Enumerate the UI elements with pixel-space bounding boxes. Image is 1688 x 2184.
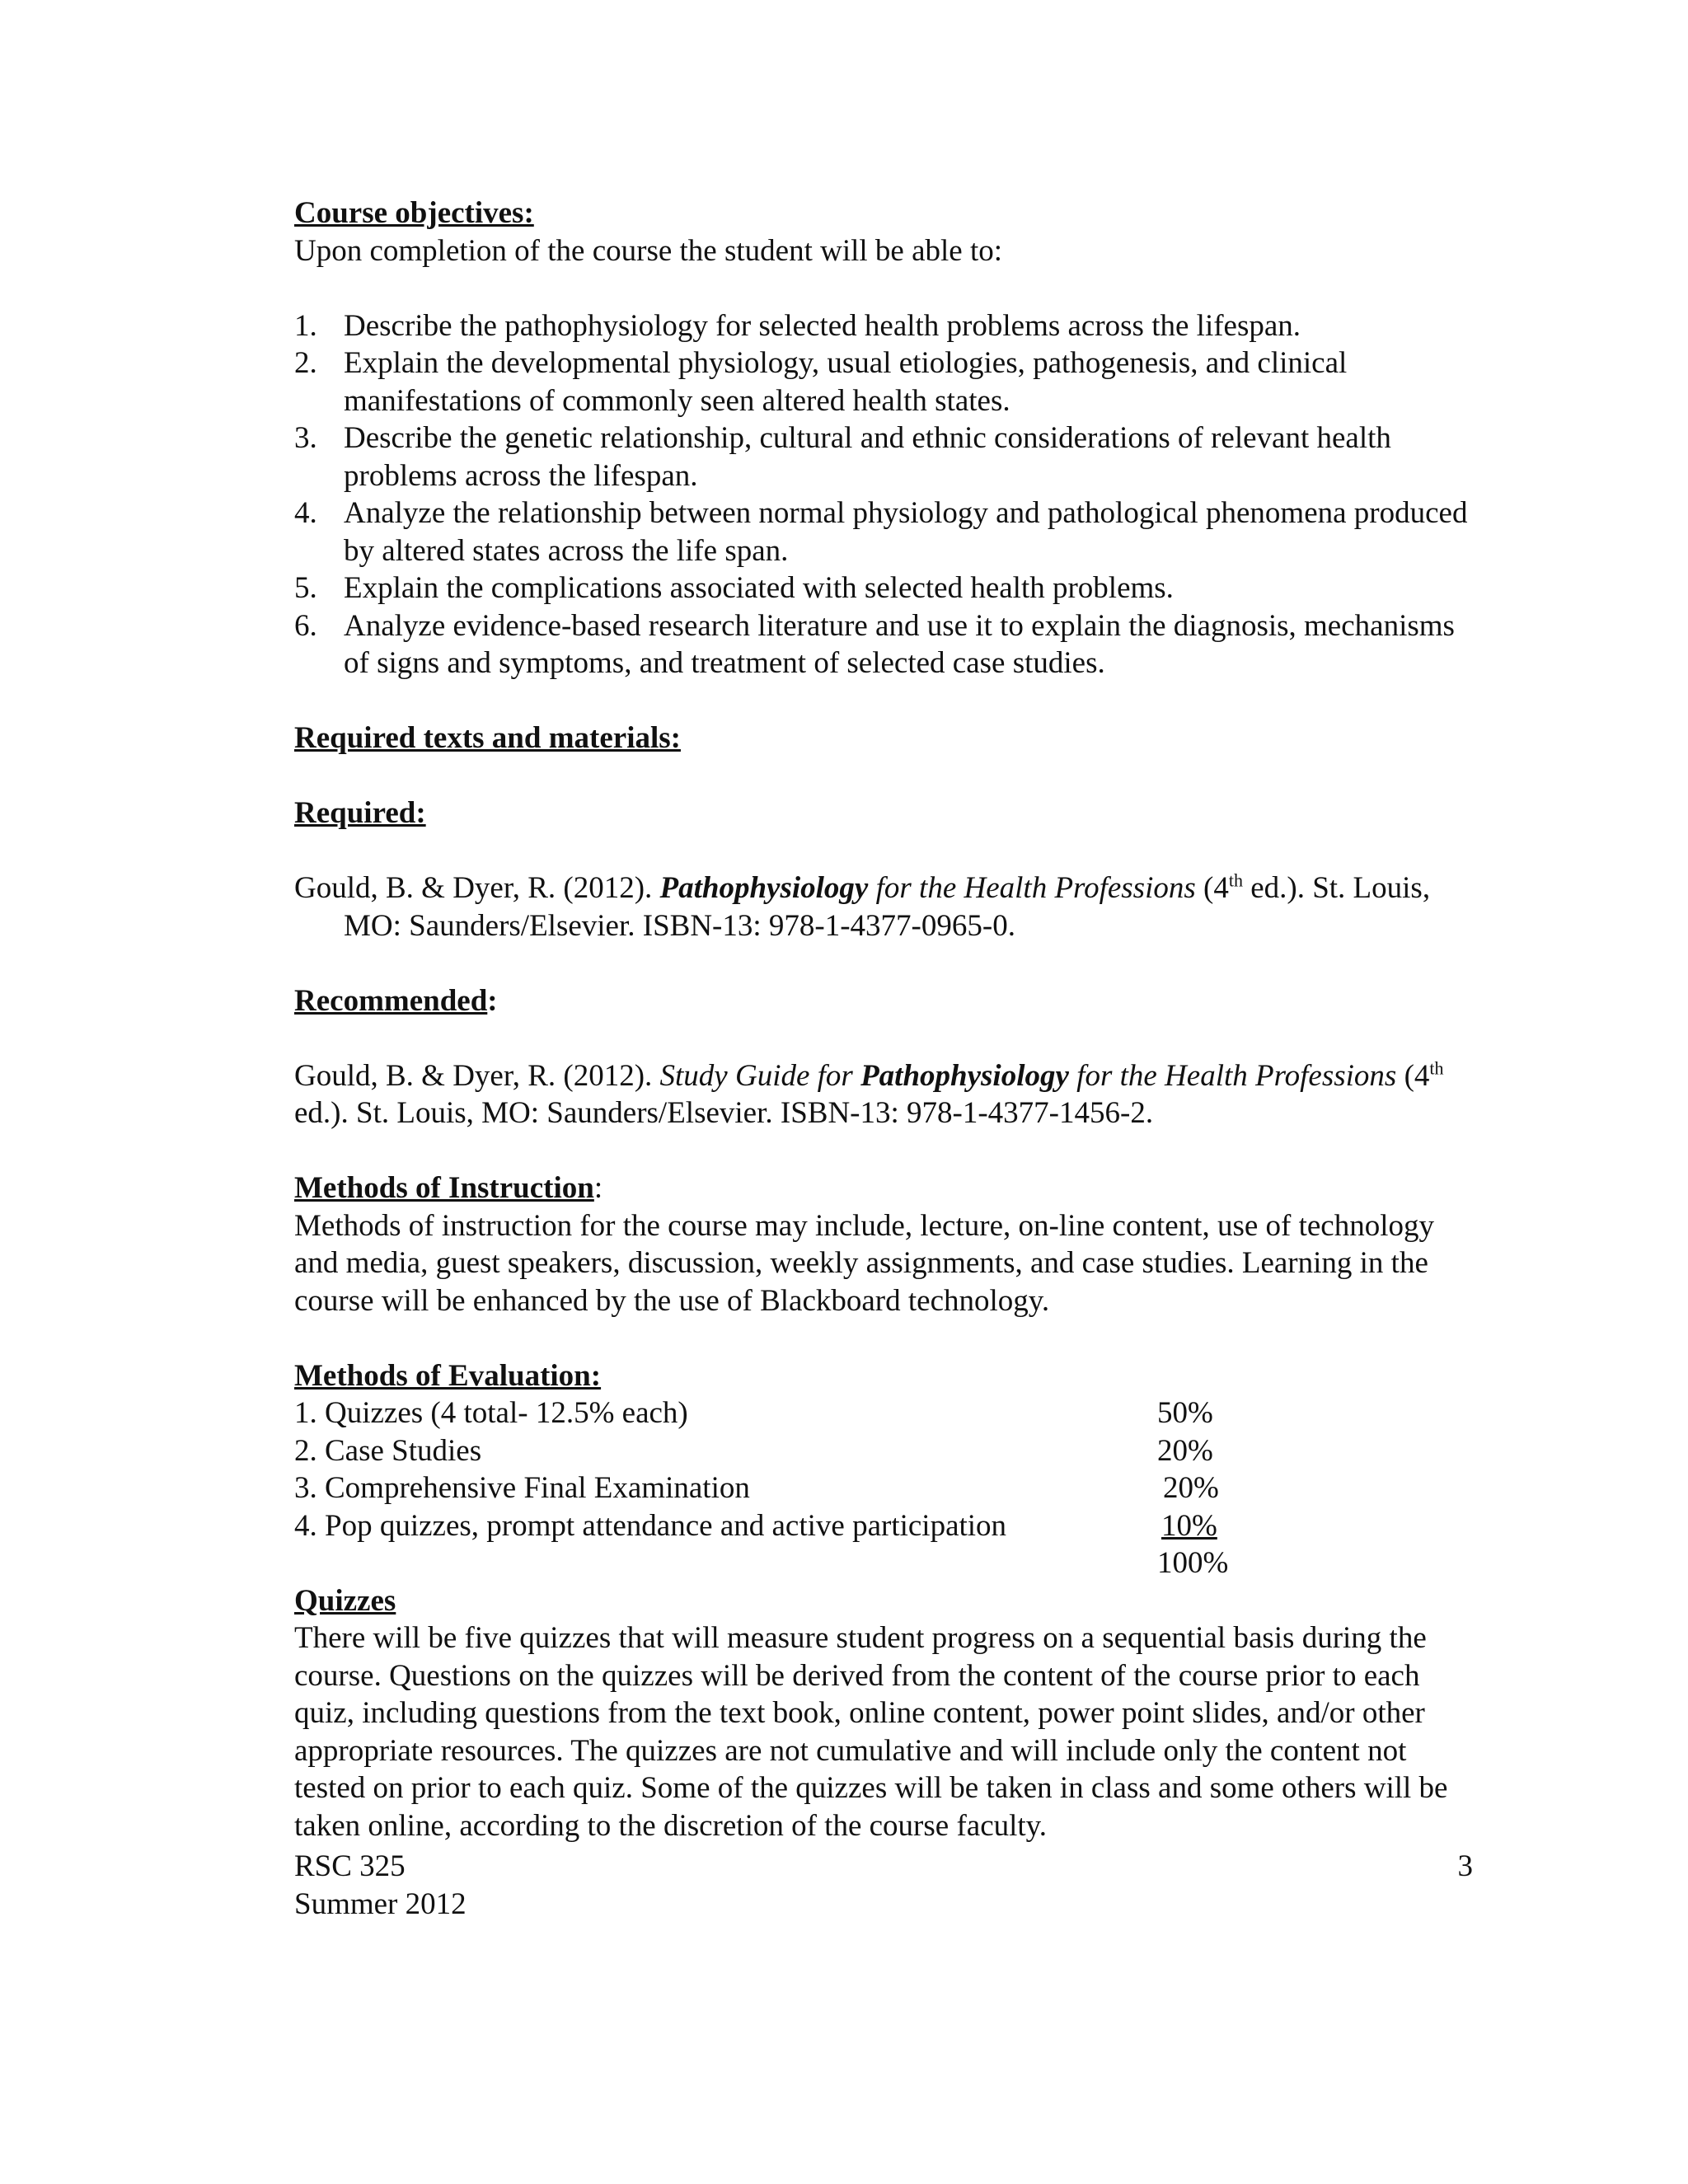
evaluation-heading: Methods of Evaluation: <box>294 1358 602 1393</box>
document-page <box>294 194 1473 1844</box>
list-item: 1. Describe the pathophysiology for selected health problems across the lifespan. <box>294 308 1301 343</box>
evaluation-table <box>294 1394 1473 1582</box>
required-heading: Required: <box>294 796 426 830</box>
evaluation-total: 100% <box>1157 1546 1229 1580</box>
quizzes-body: There will be five quizzes that will measure student progress on a sequential basis during the course. Questions on the quizzes will be derived from the content of the course prior to each quiz, including questions from the text book, online content, power point slides, and/or other appropriate resources. The quizzes are not cumulative and will include only the content not tested on prior to each quiz. Some of the quizzes will be taken in class and some others will be taken online, according to the discretion of the course faculty. <box>294 1621 1448 1843</box>
list-item: 2. Explain the developmental physiology, usual etiologies, pathogenesis, and clinical manifestations of commonly seen altered health states. <box>294 346 1348 418</box>
footer-course: RSC 325 <box>294 1849 406 1883</box>
table-row: 1. Quizzes (4 total- 12.5% each) 50% <box>294 1396 1213 1430</box>
objectives-list <box>294 307 1473 682</box>
footer-term: Summer 2012 <box>294 1886 467 1921</box>
list-item: 3. Describe the genetic relationship, cultural and ethnic considerations of relevant health problems across the lifespan. <box>294 421 1391 493</box>
list-item: 6. Analyze evidence-based research literature and use it to explain the diagnosis, mechanisms of signs and symptoms, and treatment of selected case studies. <box>294 608 1455 680</box>
list-item: 5. Explain the complications associated with selected health problems. <box>294 571 1174 605</box>
texts-heading: Required texts and materials: <box>294 721 681 755</box>
page-footer <box>294 1848 1473 1923</box>
table-row: 4. Pop quizzes, prompt attendance and active participation 10% <box>294 1508 1217 1543</box>
table-row: 2. Case Studies 20% <box>294 1433 1213 1468</box>
recommended-heading: Recommended: <box>294 983 498 1018</box>
page-number: 3 <box>1457 1849 1473 1883</box>
quizzes-heading: Quizzes <box>294 1583 396 1618</box>
instruction-heading: Methods of Instruction: <box>294 1171 603 1205</box>
list-item: 4. Analyze the relationship between normal physiology and pathological phenomena produced by altered states across the life span. <box>294 496 1468 568</box>
required-reference: Gould, B. & Dyer, R. (2012). Pathophysiology for the Health Professions (4th ed.). St. Louis, MO: Saunders/Elsevier. ISBN-13: 978-1-4377-0965-0. <box>294 869 1431 943</box>
objectives-heading: Course objectives: <box>294 196 534 230</box>
recommended-reference: Gould, B. & Dyer, R. (2012). Study Guide for Pathophysiology for the Health Professions (4th ed.). St. Louis, MO: Saunders/Elsevier. ISBN-13: 978-1-4377-1456-2. <box>294 1057 1444 1130</box>
objectives-intro: Upon completion of the course the student will be able to: <box>294 233 1003 268</box>
table-row: 3. Comprehensive Final Examination 20% <box>294 1471 1219 1505</box>
instruction-body: Methods of instruction for the course may include, lecture, on-line content, use of technology and media, guest speakers, discussion, weekly assignments, and case studies. Learning in the course will be enhanced by the use of Blackboard technology. <box>294 1208 1435 1318</box>
